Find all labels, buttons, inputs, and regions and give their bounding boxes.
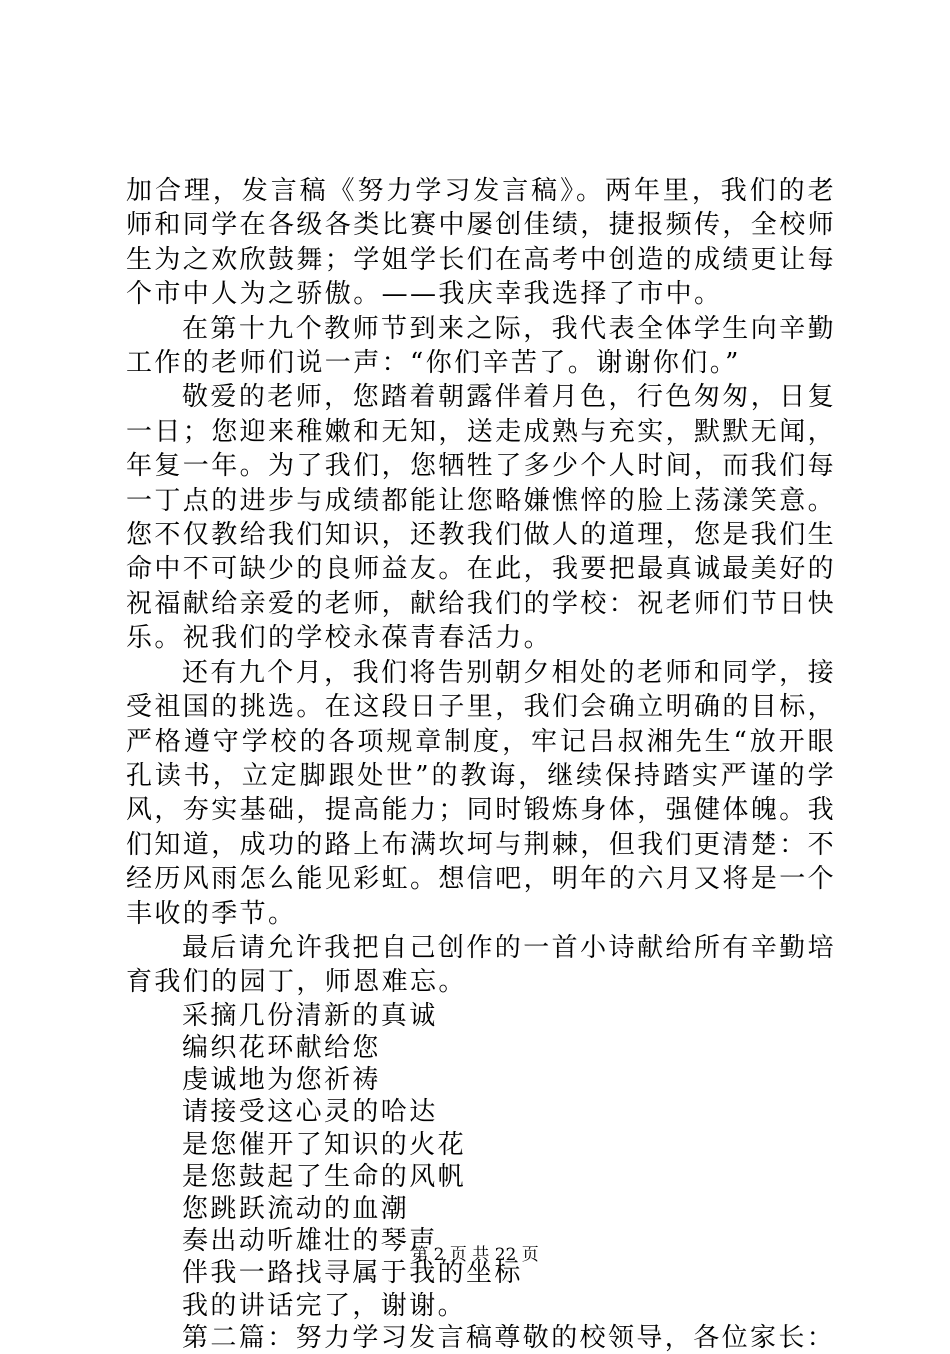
poem-line: 您跳跃流动的血潮 — [182, 1193, 410, 1224]
paragraph-4: 还有九个月，我们将告别朝夕相处的老师和同学，接受祖国的挑选。在这段日子里，我们会确立明确的目标，严格遵守学校的各项规章制度，牢记吕叔湘先生“放开眼孔读书，立定脚跟处世”的教诲，继续保持踏实严谨的学风，夯实基础，提高能力；同时锻炼身体，强健体魄。我们知道，成功的路上布满坎坷与荆棘，但我们更清楚：不经历风雨怎么能见彩虹。想信吧，明年的六月又将是一个丰收的季节。 — [126, 657, 837, 929]
poem-line: 奏出动听雄壮的琴声 — [182, 1226, 438, 1257]
closing-line: 我的讲话完了，谢谢。 — [182, 1290, 467, 1321]
poem-line: 虔诚地为您祈祷 — [182, 1065, 381, 1096]
poem-line: 编织花环献给您 — [182, 1032, 381, 1063]
document-body — [126, 174, 836, 1354]
poem-line: 请接受这心灵的哈达 — [182, 1097, 438, 1128]
paragraph-1: 加合理，发言稿《努力学习发言稿》。两年里，我们的老师和同学在各级各类比赛中屡创佳绩，捷报频传，全校师生为之欢欣鼓舞；学姐学长们在高考中创造的成绩更让每个市中人为之骄傲。——我庆幸我选择了市中。 — [126, 176, 837, 310]
paragraph-2: 在第十九个教师节到来之际，我代表全体学生向辛勤工作的老师们说一声：“你们辛苦了。谢谢你们。” — [126, 313, 836, 379]
poem-line: 是您鼓起了生命的风帆 — [182, 1161, 467, 1192]
poem-line: 是您催开了知识的火花 — [182, 1129, 467, 1160]
paragraph-5: 最后请允许我把自己创作的一首小诗献给所有辛勤培育我们的园丁，师恩难忘。 — [126, 932, 836, 998]
page-footer: 第 2 页 共 22 页 — [411, 1245, 539, 1265]
paragraph-3: 敬爱的老师，您踏着朝露伴着月色，行色匆匆，日复一日；您迎来稚嫩和无知，送走成熟与充实，默默无闻，年复一年。为了我们，您牺牲了多少个人时间，而我们每一丁点的进步与成绩都能让您略嫌憔悴的脸上荡漾笑意。您不仅教给我们知识，还教我们做人的道理，您是我们生命中不可缺少的良师益友。在此，我要把最真诚最美好的祝福献给亲爱的老师，献给我们的学校：祝老师们节日快乐。祝我们的学校永葆青春活力。 — [126, 382, 837, 654]
section-heading: 第二篇：努力学习发言稿尊敬的校领导，各位家长： — [182, 1322, 836, 1353]
poem — [126, 1000, 836, 1354]
poem-line: 伴我一路找寻属于我的坐标 — [182, 1258, 523, 1289]
poem-line: 采摘几份清新的真诚 — [182, 1000, 438, 1031]
